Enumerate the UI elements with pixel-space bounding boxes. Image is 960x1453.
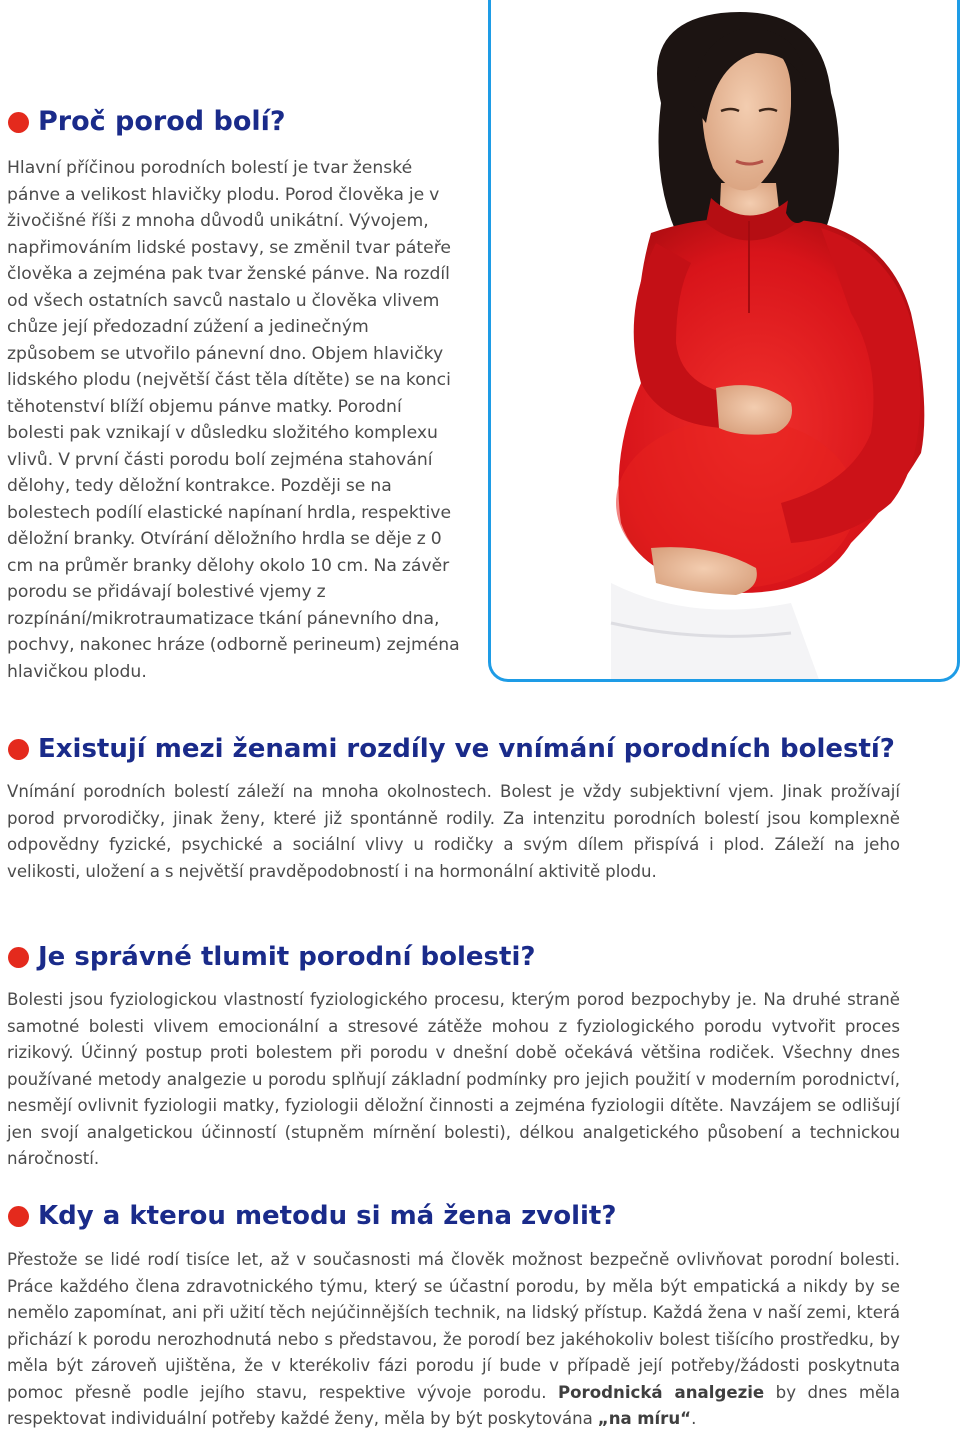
section-heading bbox=[0, 108, 462, 135]
section-heading bbox=[0, 1203, 900, 1229]
red-bullet-icon bbox=[8, 1206, 29, 1227]
section-method-choice bbox=[0, 1203, 900, 1433]
pregnant-woman-photo bbox=[488, 0, 960, 682]
section-body: Vnímání porodních bolestí záleží na mnoha okolnostech. Bolest je vždy subjektivní vjem. Jinak prožívají porod prvorodičky, jinak ženy, které již spontánně rodily. Za intenzitu porodních bolestí jsou komplexně odpovědny fyzické, psychické a sociální vlivy u rodičky a svým dílem přispívá i plod. Záleží na jeho velikosti, uložení a s největší pravděpodobností i na hormonální aktivitě plodu. bbox=[7, 782, 900, 881]
body-text: . bbox=[691, 1409, 697, 1428]
section-pain-relief bbox=[0, 944, 900, 1173]
red-bullet-icon bbox=[8, 739, 29, 760]
section-why-birth-hurts bbox=[0, 108, 462, 685]
section-body: Hlavní příčinou porodních bolestí je tvar ženské pánve a velikost hlavičky plodu. Porod člověka je v živočišné říši z mnoha důvodů unikátní. Vývojem, napřimováním lidské postavy, se změnil tvar páteře člověka a zejména pak tvar ženské pánve. Na rozdíl od všech ostatních savců nastalo u člověka vlivem chůze její předozadní zúžení a jedinečným způsobem se utvořilo pánevní dno. Objem hlavičky lidského plodu (největší část těla dítěte) se na konci těhotenství blíží objemu pánve matky. Porodní bolesti pak vznikají v důsledku složitého komplexu vlivů. V první části porodu bolí zejména stahování dělohy, tedy děložní kontrakce. Později se na bolestech podílí elastické napínaní hrdla, respektive děložní branky. Otvírání děložního hrdla se děje z 0 cm na průměr branky dělohy okolo 10 cm. Na závěr porodu se přidávají bolestivé vjemy z rozpínání/mikrotraumatizace tkání pánevního dna, pochvy, nakonec hráze (odborně perineum) zejména hlavičkou plodu. bbox=[7, 158, 460, 682]
red-bullet-icon bbox=[8, 947, 29, 968]
red-bullet-icon bbox=[8, 112, 29, 133]
emphasis-text: Porodnická analgezie bbox=[557, 1382, 765, 1402]
body-text: Přestože se lidé rodí tisíce let, až v současnosti má člověk možnost bezpečně ovlivňovat porodní bolesti. Práce každého člena zdravotnického týmu, který se účastní porodu, by měla být empatická a nikdy by se nemělo zapomínat, ani při užití těch nejúčinnějších technik, na lidský přístup. Každá žena v naší zemi, která přichází k porodu nerozhodnutá nebo s představou, že porodí bez jakéhokoliv bolest tišícího prostředku, by měla být zároveň ujištěna, že v kterékoliv fázi porodu jí bude v případě její potřeby/žádosti poskytnuta pomoc přesně podle jejího stavu, respektive vývoje porodu. bbox=[7, 1250, 900, 1402]
heading-text: Existují mezi ženami rozdíly ve vnímání porodních bolestí? bbox=[38, 734, 895, 764]
heading-text: Kdy a kterou metodu si má žena zvolit? bbox=[38, 1201, 617, 1231]
section-pain-differences bbox=[0, 736, 900, 885]
heading-text: Proč porod bolí? bbox=[38, 106, 286, 137]
section-body: Bolesti jsou fyziologickou vlastností fyziologického procesu, kterým porod bezpochyby je. Na druhé straně samotné bolesti vlivem emocionální a stresové zátěže mohou z fyziologického porodu vytvořit proces rizikový. Účinný postup proti bolestem při porodu v dnešní době očekává většina rodiček. Všechny dnes používané metody analgezie u porodu splňují základní podmínky pro jejich použití v moderním porodnictví, nesmějí ovlivnit fyziologii matky, fyziologii děložní činnosti a zejména fyziologii dítěte. Navzájem se odlišují jen svojí analgetickou účinností (stupněm mírnění bolesti), délkou analgetického působení a technickou náročností. bbox=[7, 990, 900, 1168]
section-heading bbox=[0, 944, 900, 970]
pregnant-woman-illustration bbox=[491, 0, 960, 682]
section-body bbox=[0, 1247, 900, 1433]
section-heading bbox=[0, 736, 900, 762]
body-text: by dnes měla respektovat individuální potřeby každé ženy, měla by být poskytována bbox=[7, 1382, 900, 1428]
heading-text: Je správné tlumit porodní bolesti? bbox=[38, 942, 536, 972]
emphasis-text: „na míru“ bbox=[597, 1409, 692, 1428]
